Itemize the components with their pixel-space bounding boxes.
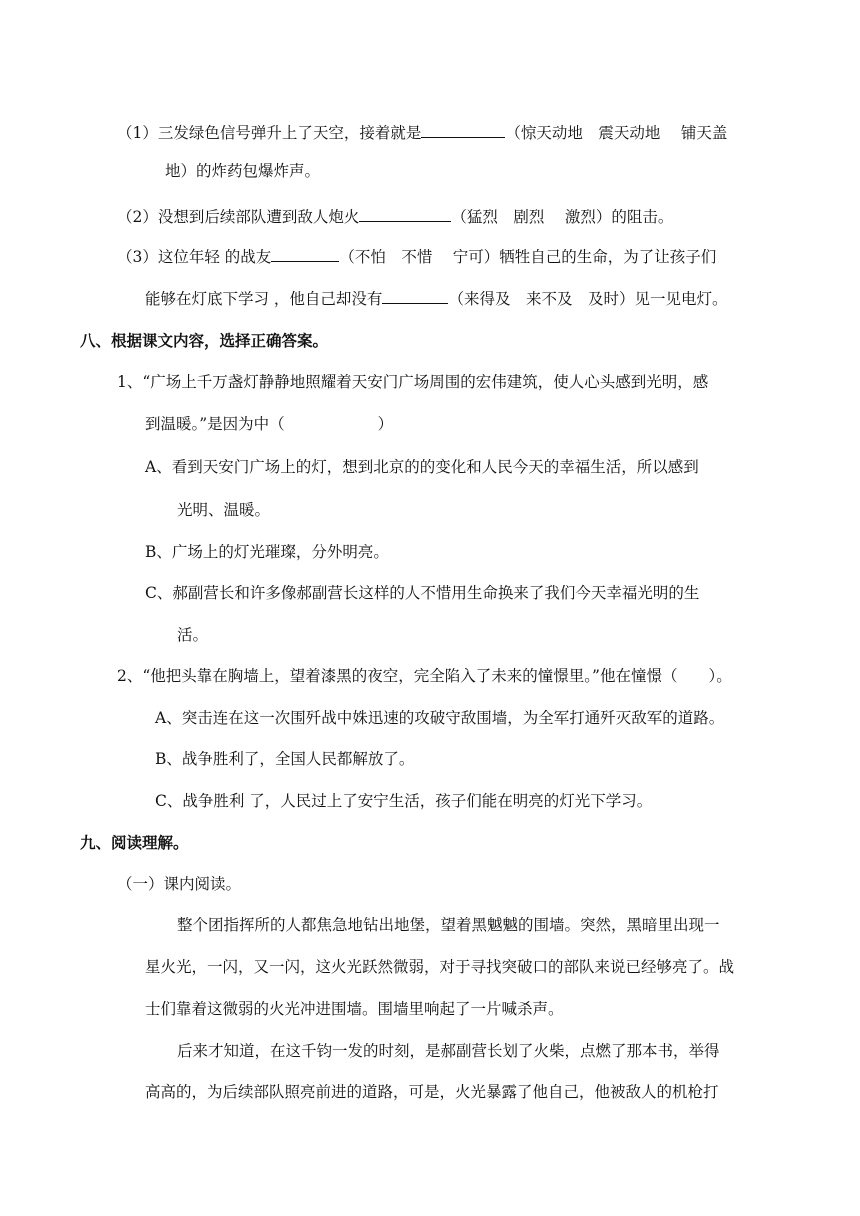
q8-1-option-a-line2: 光明、温暖。 [177, 501, 271, 519]
q7-1-text-before: 三发绿色信号弹升上了天空，接着就是 [157, 124, 422, 142]
reading-p2-line2: 高高的，为后续部队照亮前进的道路，可是，火光暴露了他自己，他被敌人的机枪打 [145, 1083, 719, 1101]
q8-1-text: “广场上千万盏灯静静地照耀着天安门广场周围的宏伟建筑，使人心头感到光明，感 [142, 373, 709, 391]
q7-3-text-before: 这位年轻 的战友 [157, 248, 272, 266]
reading-p2-line1: 后来才知道，在这千钧一发的时刻，是郝副营长划了火柴，点燃了那本书，举得 [177, 1042, 720, 1060]
q7-3-options-1: （不怕 不惜 宁可）牺牲自己的生命，为了让孩子们 [339, 248, 717, 266]
q7-3-cont-before: 能够在灯底下学习 ，他自己却没有 [145, 290, 383, 308]
q7-1-blank[interactable] [421, 121, 505, 138]
q7-1-line2: 地）的炸药包爆炸声。 [165, 162, 321, 180]
section8-heading: 八、根据课文内容，选择正确答案。 [80, 331, 329, 350]
reading-p1-line2: 星火光，一闪，又一闪，这火光跃然微弱，对于寻找突破口的部队来说已经够亮了。战 [145, 958, 735, 976]
q7-3-options-2: （来得及 来不及 及时）见一见电灯。 [448, 290, 728, 308]
q7-2-number: （2） [117, 208, 158, 226]
q7-2-blank[interactable] [359, 205, 451, 222]
q7-3-blank-2[interactable] [382, 287, 448, 304]
q7-1-number: （1） [117, 124, 158, 142]
section9-subheading: （一）课内阅读。 [117, 875, 242, 893]
q7-3-line2 [145, 287, 727, 310]
reading-p1-line1: 整个团指挥所的人都焦急地钻出地堡，望着黑魆魆的围墙。突然，黑暗里出现一 [177, 916, 720, 934]
q7-3-line1 [117, 245, 716, 268]
q8-1-option-b[interactable]: B、广场上的灯光璀璨，分外明亮。 [145, 543, 389, 561]
q8-1-line1 [117, 371, 708, 393]
q7-2-line [117, 205, 673, 228]
q8-2-text: “他把头靠在胸墙上，望着漆黑的夜空，完全陷入了未来的憧憬里。”他在憧憬（ ）。 [142, 667, 732, 685]
q8-1-line2: 到温暖。”是因为中（ ） [145, 415, 394, 433]
q7-1-line1 [117, 121, 727, 144]
q8-2-line1 [117, 665, 732, 687]
q7-1-options: （惊天动地 震天动地 铺天盖 [505, 124, 728, 142]
reading-p1-line3: 士们靠着这微弱的火光冲进围墙。围墙里响起了一片喊杀声。 [145, 1000, 564, 1018]
q7-2-text-before: 没想到后续部队遭到敌人炮火 [157, 208, 360, 226]
q7-3-number: （3） [117, 248, 158, 266]
q8-1-option-c-line2: 活。 [177, 626, 209, 644]
q8-1-number: 1、 [117, 373, 143, 391]
q8-2-number: 2、 [117, 667, 143, 685]
q7-2-options: （猛烈 剧烈 激烈）的阻击。 [451, 208, 674, 226]
q8-2-option-a[interactable]: A、突击连在这一次围歼战中姝迅速的攻破守敌围墙，为全军打通歼灭敌军的道路。 [155, 709, 725, 727]
q8-1-option-a-line1[interactable]: A、看到天安门广场上的灯，想到北京的的变化和人民今天的幸福生活，所以感到 [145, 458, 699, 476]
q8-2-option-b[interactable]: B、战争胜利了，全国人民都解放了。 [155, 750, 415, 768]
q8-1-option-c-line1[interactable]: C、郝副营长和许多像郝副营长这样的人不惜用生命换来了我们今天幸福光明的生 [145, 584, 700, 602]
q8-2-option-c[interactable]: C、战争胜利 了，人民过上了安宁生活，孩子们能在明亮的灯光下学习。 [155, 792, 653, 810]
section9-heading: 九、阅读理解。 [80, 833, 189, 852]
q7-3-blank-1[interactable] [271, 245, 339, 262]
